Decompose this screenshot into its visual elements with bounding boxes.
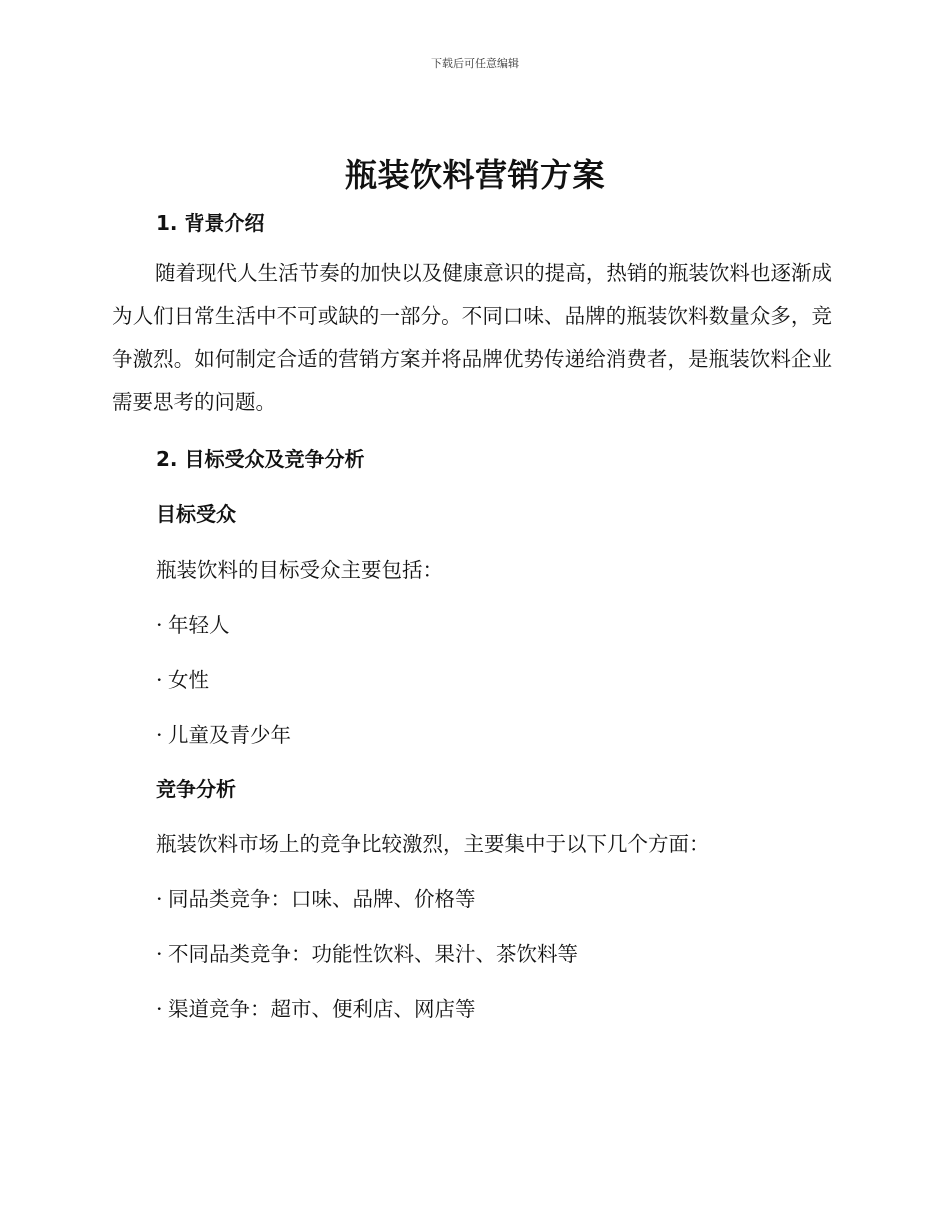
list-item	[156, 663, 209, 693]
list-item-text: 不同品类竞争：功能性饮料、果汁、茶饮料等	[168, 942, 578, 966]
audience-intro: 瓶装饮料的目标受众主要包括：	[156, 558, 443, 582]
list-item	[156, 992, 476, 1022]
bullet-icon: ·	[156, 997, 163, 1021]
competition-intro: 瓶装饮料市场上的竞争比较激烈，主要集中于以下几个方面：	[156, 832, 710, 856]
background-paragraph: 随着现代人生活节奏的加快以及健康意识的提高，热销的瓶装饮料也逐渐成为人们日常生活中不可或缺的一部分。不同口味、品牌的瓶装饮料数量众多，竞争激烈。如何制定合适的营销方案并将品牌优势传递给消费者，是瓶装饮料企业需要思考的问题。	[112, 261, 832, 414]
list-item-text: 儿童及青少年	[168, 723, 291, 747]
list-item-text: 渠道竞争：超市、便利店、网店等	[168, 997, 476, 1021]
list-item-text: 同品类竞争：口味、品牌、价格等	[168, 887, 476, 911]
list-item-text: 年轻人	[168, 613, 230, 637]
list-item-text: 女性	[168, 668, 209, 692]
bullet-icon: ·	[156, 613, 163, 637]
section-heading-audience-competition: 2. 目标受众及竞争分析	[156, 447, 365, 471]
list-item	[156, 882, 476, 912]
bullet-icon: ·	[156, 723, 163, 747]
section-heading-background: 1. 背景介绍	[156, 211, 265, 235]
subheading-target-audience: 目标受众	[156, 502, 236, 526]
list-item	[156, 608, 230, 638]
document-title: 瓶装饮料营销方案	[344, 156, 605, 194]
list-item	[156, 718, 291, 748]
bullet-icon: ·	[156, 668, 163, 692]
header-note: 下载后可任意编辑	[431, 57, 519, 70]
bullet-icon: ·	[156, 942, 163, 966]
subheading-competition-analysis: 竞争分析	[156, 777, 236, 801]
list-item	[156, 937, 578, 967]
bullet-icon: ·	[156, 887, 163, 911]
